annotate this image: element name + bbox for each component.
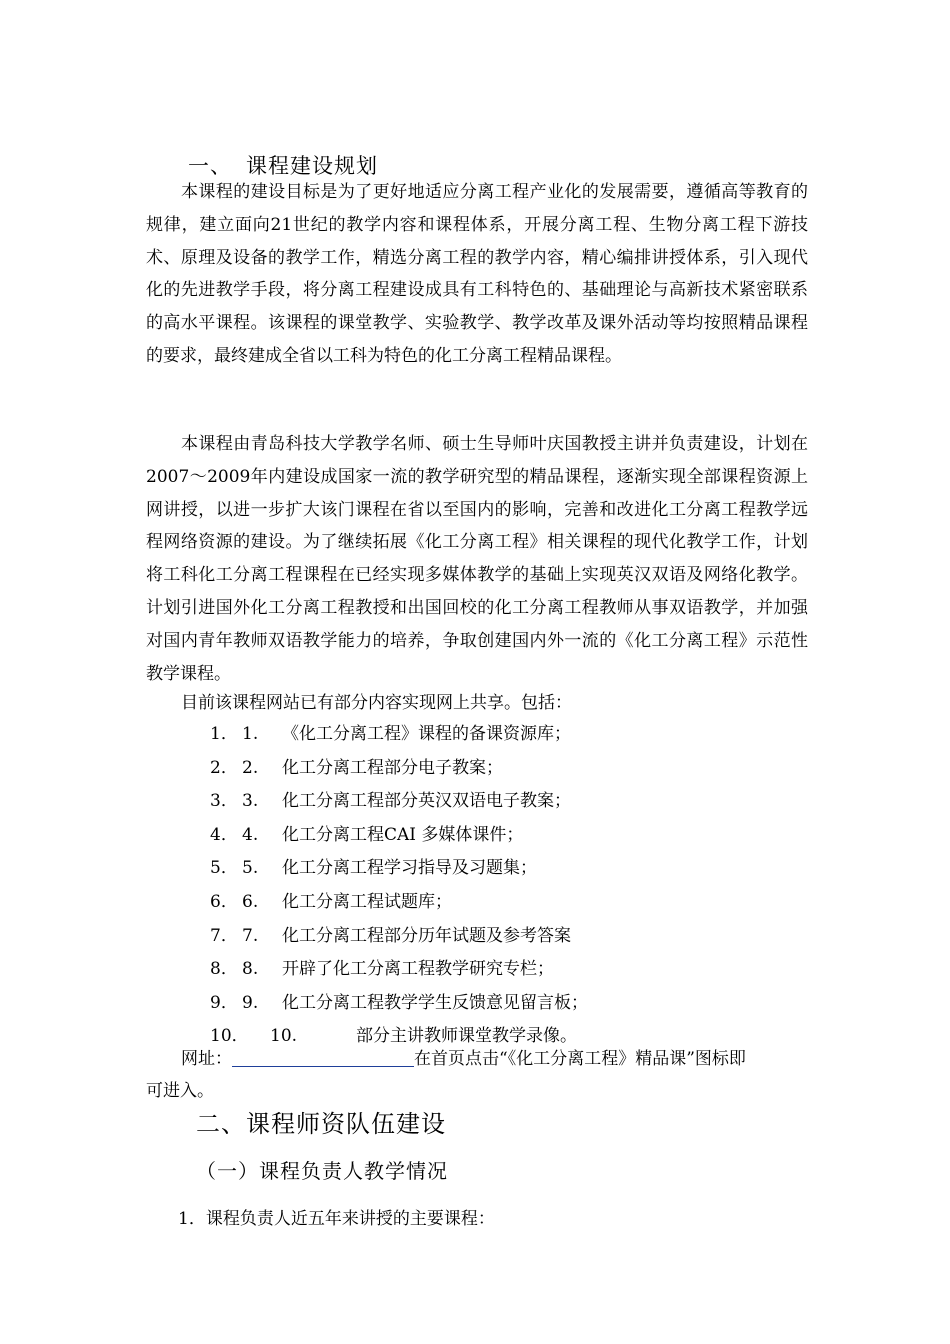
list-item-number: 1． <box>210 724 238 744</box>
list-item-subnumber: 7. <box>242 925 259 946</box>
list-item-number: 4． <box>210 824 238 845</box>
section-2-heading: 二、课程师资队伍建设 <box>196 1110 446 1138</box>
list-item-text: 开辟了化工分离工程教学研究专栏； <box>282 959 554 980</box>
list-item <box>210 821 588 855</box>
list-item-subnumber: 3. <box>242 791 259 812</box>
list-item-subnumber: 8. <box>242 959 259 980</box>
website-line <box>181 1044 809 1069</box>
list-item-number: 3． <box>210 791 238 812</box>
list-item-subnumber: 5. <box>242 858 259 879</box>
list-item <box>210 787 588 821</box>
list-item-subnumber: 6. <box>242 891 259 912</box>
paragraph-course-goal: 本课程的建设目标是为了更好地适应分离工程产业化的发展需要，遵循高等教育的规律，建立面向21世纪的教学内容和课程体系，开展分离工程、生物分离工程下游技术、原理及设备的教学工作，精选分离工程的教学内容，精心编排讲授体系，引入现代化的先进教学手段，将分离工程建设成具有工科特色的、基础理论与高新技术紧密联系的高水平课程。该课程的课堂教学、实验教学、教学改革及课外活动等均按照精品课程的要求，最终建成全省以工科为特色的化工分离工程精品课程。 <box>146 182 808 366</box>
list-item <box>210 854 588 888</box>
list-item-number: 6． <box>210 891 238 912</box>
list-item-text: 化工分离工程部分英汉双语电子教案； <box>282 791 571 812</box>
list-item <box>210 922 588 956</box>
list-item-text: 部分主讲教师课堂教学录像。 <box>356 1026 577 1047</box>
paragraph-shared-content: 目前该课程网站已有部分内容实现网上共享。包括： <box>181 693 572 713</box>
list-item-subnumber: 2. <box>242 757 259 778</box>
list-item-number: 8． <box>210 959 238 980</box>
list-item-number: 5． <box>210 858 238 879</box>
shared-resources-list <box>210 720 588 1056</box>
list-item-number: 2． <box>210 757 238 778</box>
paragraph-course-plan: 本课程由青岛科技大学教学名师、硕士生导师叶庆国教授主讲并负责建设，计划在2007～2009年内建设成国家一流的教学研究型的精品课程，逐渐实现全部课程资源上网讲授，以进一步扩大该门课程在省以至国内的影响，完善和改进化工分离工程教学远程网络资源的建设。为了继续拓展《化工分离工程》相关课程的现代化教学工作，计划将工科化工分离工程课程在已经实现多媒体教学的基础上实现英汉双语及网络化教学。计划引进国外化工分离工程教授和出国回校的化工分离工程教师从事双语教学，并加强对国内青年教师双语教学能力的培养，争取创建国内外一流的《化工分离工程》示范性教学课程。 <box>146 434 808 684</box>
section-2-subheading: （一）课程负责人教学情况 <box>196 1159 448 1183</box>
list-item-text: 化工分离工程试题库； <box>282 891 452 912</box>
list-item-text: 化工分离工程学习指导及习题集； <box>282 858 537 879</box>
list-item <box>210 720 588 754</box>
section-2-item: 1．课程负责人近五年来讲授的主要课程： <box>178 1209 495 1229</box>
list-item-number: 10． <box>210 1026 249 1047</box>
list-item-text: 《化工分离工程》课程的备课资源库； <box>282 724 571 744</box>
website-line-continuation: 可进入。 <box>146 1081 214 1101</box>
list-item-text: 化工分离工程部分历年试题及参考答案 <box>282 925 571 946</box>
website-instruction: 在首页点击“《化工分离工程》精品课”图标即 <box>414 1049 746 1069</box>
list-item-text: 化工分离工程CAI 多媒体课件； <box>282 824 524 845</box>
website-link-blank[interactable] <box>232 1048 414 1067</box>
list-item <box>210 754 588 788</box>
list-item-number: 9． <box>210 992 238 1013</box>
list-item-subnumber: 1. <box>242 724 259 744</box>
list-item-subnumber: 9. <box>242 992 259 1013</box>
list-item <box>210 955 588 989</box>
list-item <box>210 989 588 1023</box>
list-item-text: 化工分离工程教学学生反馈意见留言板； <box>282 992 588 1013</box>
section-1-title: 课程建设规划 <box>246 154 378 178</box>
list-item-subnumber: 10. <box>270 1026 298 1047</box>
website-label: 网址： <box>181 1049 232 1069</box>
list-item-subnumber: 4. <box>242 824 259 845</box>
list-item-text: 化工分离工程部分电子教案； <box>282 757 503 778</box>
list-item-number: 7． <box>210 925 238 946</box>
list-item <box>210 888 588 922</box>
section-1-number: 一、 <box>188 154 232 178</box>
